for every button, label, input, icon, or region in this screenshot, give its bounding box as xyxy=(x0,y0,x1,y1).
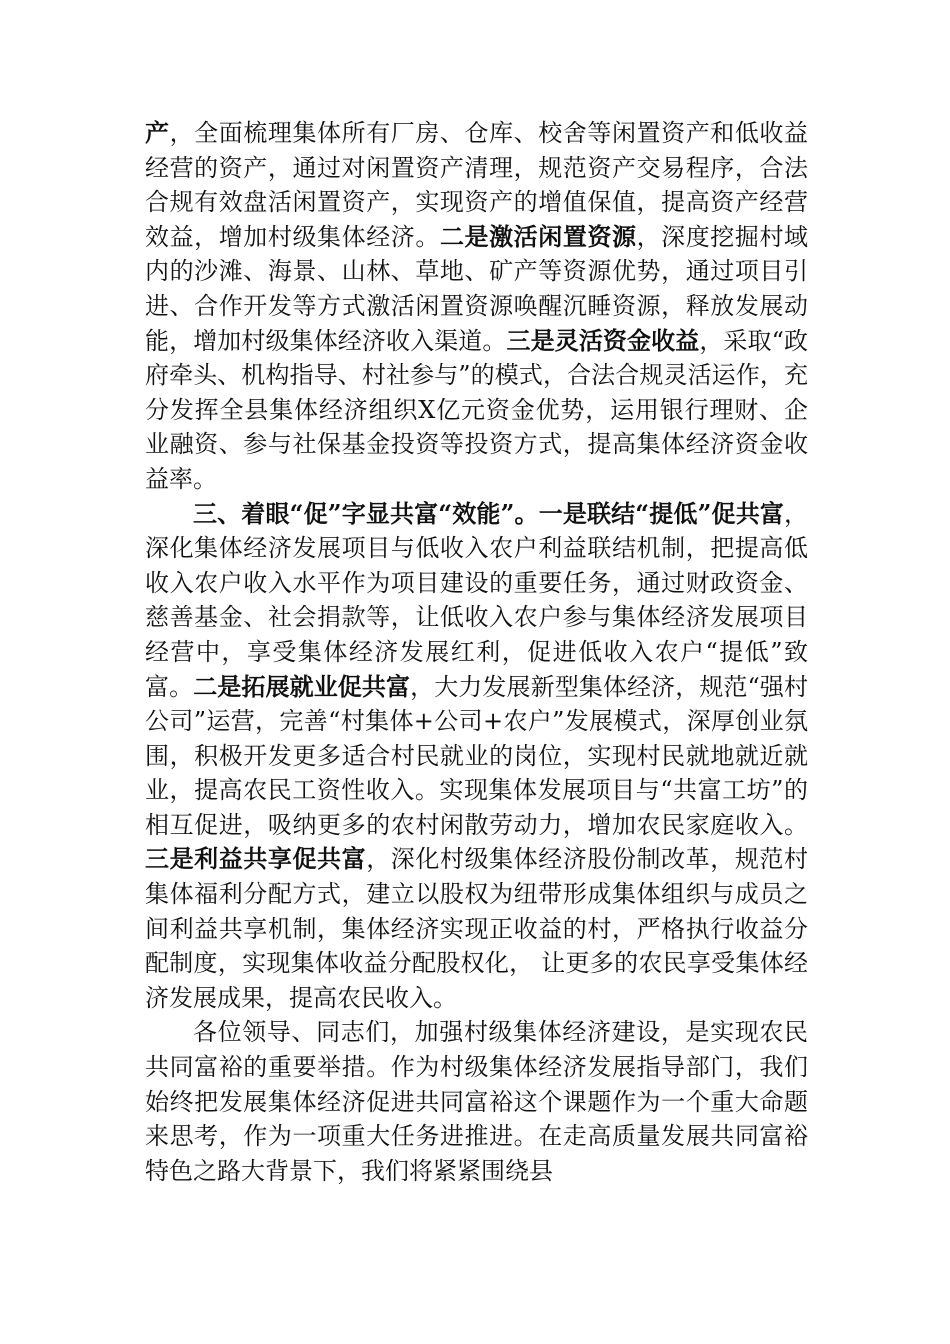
body-text: ，深化村级集体经济股份制改革，规范村集体福利分配方式，建立以股权为纽带形成集体组织与成员之间利益共享机制，集体经济实现正收益的村，严格执行收益分配制度，实现集体收益分配股权化， 让更多的农民享受集体经济发展成果，提高农民收入。 xyxy=(145,845,809,1012)
paragraph-section-three xyxy=(145,497,808,1016)
body-text: ，深度挖掘村域内的沙滩、海景、山林、草地、矿产等资源优势，通过项目引进、合作开发等方式激活闲置资源唤醒沉睡资源，释放发展动能，增加村级集体经济收入渠道。 xyxy=(145,222,809,355)
document-body xyxy=(145,116,808,1188)
paragraph-closing xyxy=(145,1015,808,1188)
bold-text: 三是利益共享促共富 xyxy=(145,844,367,874)
section-heading: 三、着眼“促”字显共富“效能”。一是联结“提低”促共富 xyxy=(193,498,784,528)
body-text: 各位领导、同志们，加强村级集体经济建设，是实现农民共同富裕的重要举措。作为村级集体经济发展指导部门，我们始终把发展集体经济促进共同富裕这个课题作为一个重大命题来思考，作为一项重大任务进推进。在走高质量发展共同富裕特色之路大背景下，我们将紧紧围绕县 xyxy=(145,1018,808,1185)
paragraph-assets xyxy=(145,116,808,497)
body-text: ，大力发展新型集体经济，规范“强村公司”运营，完善“村集体+公司+农户”发展模式，深厚创业氛围，积极开发更多适合村民就业的岗位，实现村民就地就近就业，提高农民工资性收入。实现集体发展项目与“共富工坊”的相互促进，吸纳更多的农村闲散劳动力，增加农民家庭收入。 xyxy=(145,672,808,839)
bold-text: 二是拓展就业促共富 xyxy=(193,671,411,701)
bold-text: 二是激活闲置资源 xyxy=(439,221,637,251)
body-text: ，全面梳理集体所有厂房、仓库、校舍等闲置资产和低收益经营的资产，通过对闲置资产清理，规范资产交易程序，合法合规有效盘活闲置资产，实现资产的增值保值，提高资产经营效益，增加村级集体经济。 xyxy=(145,119,808,251)
body-text: ，深化集体经济发展项目与低收入农户利益联结机制，把提高低收入农户收入水平作为项目建设的重要任务，通过财政资金、慈善基金、社会捐款等，让低收入农户参与集体经济发展项目经营中，享受集体经济发展红利，促进低收入农户“提低”致富。 xyxy=(145,499,808,701)
bold-text: 产 xyxy=(145,118,170,147)
bold-text: 三是灵活资金收益 xyxy=(506,325,700,355)
body-text: ，采取“政府牵头、机构指导、村社参与”的模式，合法合规灵活运作，充分发挥全县集体经济组织X亿元资金优势，运用银行理财、企业融资、参与社保基金投资等投资方式，提高集体经济资金收益率。 xyxy=(145,326,809,493)
